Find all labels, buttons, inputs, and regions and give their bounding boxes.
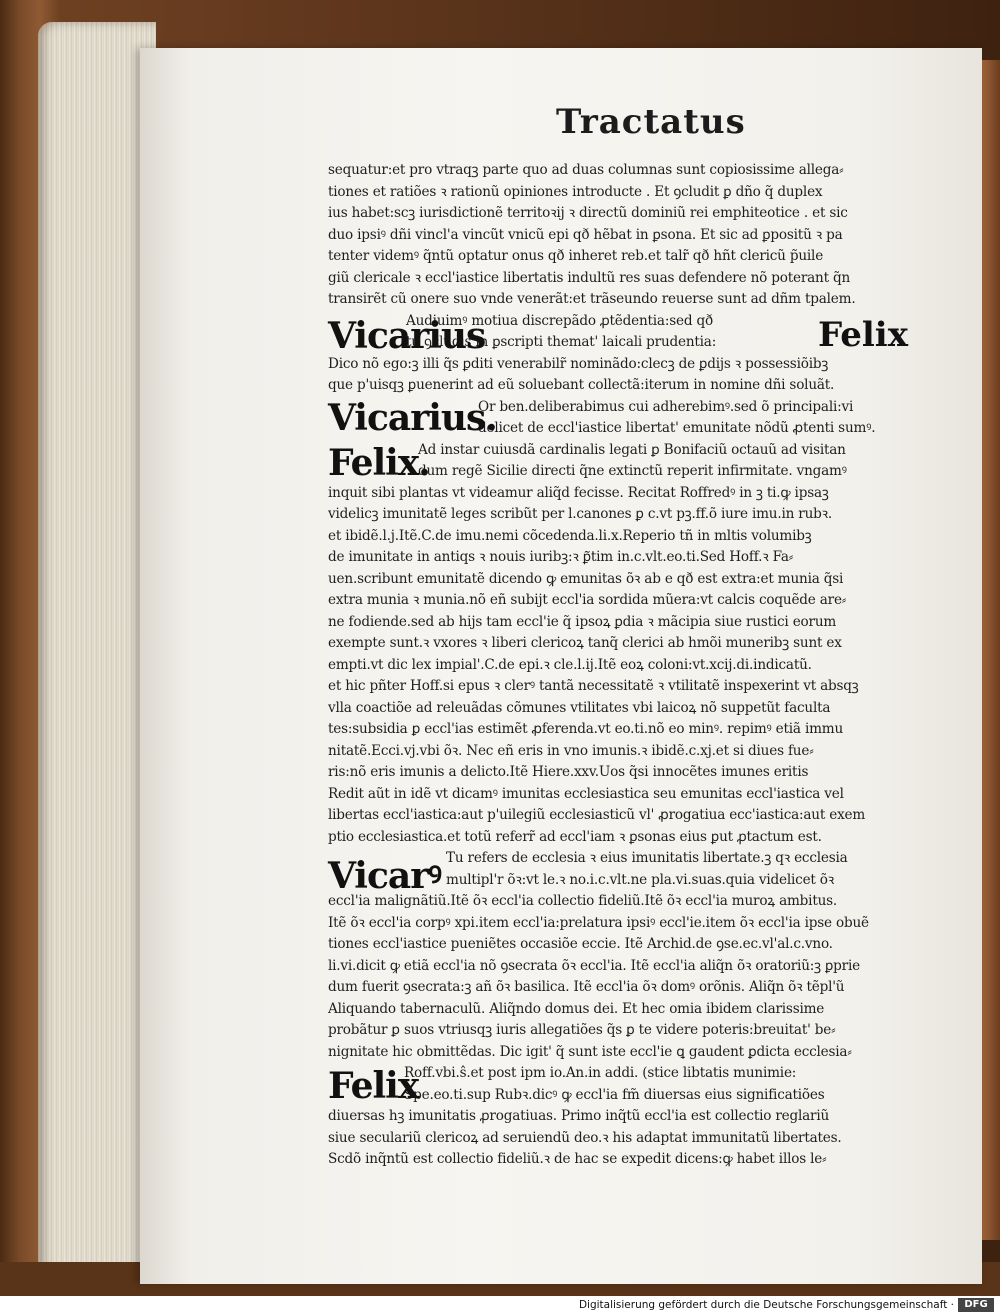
text-line: tes:subsidia ꝑ eccl'ias estimẽt ꝓferenda.vt eo.ti.nõ eo minꝰ. repimꝰ etiã immu: [328, 721, 844, 737]
text-line: videlicꝫ imunitatẽ leges scribũt per l.canones ꝑ c.vt pꝫ.ff.õ iure imu.in rubꝛ.: [328, 506, 833, 522]
speaker-felix: Felix: [328, 1065, 419, 1107]
text-line: ris:nõ eris imunis a delicto.Itẽ Hiere.xxv.Uos q̃si innocẽtes imunes eritis: [328, 764, 809, 780]
text-line: dum fuerit ꝯsecrata:ꝫ añ õꝛ basilica. Itẽ eccl'ia õꝛ domꝰ orõnis. Aliq̃n õꝛ tẽpl'ũ: [328, 979, 845, 995]
text-line: Audiuimꝰ motiua discrepãdo ꝓtẽdentia:sed qð: [406, 312, 713, 329]
text-line: diuersas hꝫ imunitatis ꝓrogatiuas. Primo inq̃tũ eccl'ia est collectio reglariũ: [328, 1108, 830, 1124]
page-title: Tractatus: [556, 102, 746, 142]
text-line: dum regẽ Sicilie directi q̃ne extinctũ reperit infirmitate. vngamꝰ: [418, 463, 847, 479]
text-line: tiones et ratiões ꝛ rationũ opiniones introducte . Et ꝯcludit ꝑ dño q̃ duplex: [328, 183, 823, 200]
text-line: multipl'r õꝛ:vt le.ꝛ no.i.c.vlt.ne pla.vi.suas.quia videlicet õꝛ: [446, 871, 835, 888]
text-line: que p'uisqꝫ ꝑuenerint ad eũ soluebant collectã:iterum in nomine dñi soluãt.: [328, 377, 835, 393]
text-line: et ibidẽ.l.j.Itẽ.C.de imu.nemi cõcedenda.li.x.Reperio tñ in mltis volumibꝫ: [328, 527, 812, 544]
text-line: Scdõ inq̃ntũ est collectio fideliũ.ꝛ de hac se expedit dicens:ꝙ habet illos le⸗: [328, 1151, 827, 1167]
text-line: tenter videmꝰ q̃ntũ optatur onus qð inheret reb.et talr̃ qð hñt clericũ p̃uile: [328, 248, 824, 264]
page-edges: [38, 22, 156, 1284]
speaker-vicarius: Vicarꝰ: [328, 855, 441, 897]
text-line: sequatur:et pro vtraqꝫ parte quo ad duas columnas sunt copiosissime allega⸗: [328, 162, 844, 178]
text-line: Roff.vbi.ŝ.et post ipm io.An.in addi. (stice libtatis munimie:: [404, 1065, 797, 1081]
text-line: tu ꝯcludis in ꝑscripti themat' laicali prudentia:: [406, 334, 717, 350]
text-line: et hic pñter Hoff.si epus ꝛ clerꝰ tantã necessitatẽ ꝛ vtilitatẽ inspexerint vt absqꝫ: [328, 678, 859, 694]
speaker-felix: Felix: [817, 314, 908, 355]
text-line: de imunitate in antiqs ꝛ nouis iuribꝫ:ꝛ ꝑ̃tim in.c.vlt.eo.ti.Sed Hoff.ꝛ Fa⸗: [328, 549, 794, 565]
text-column: [328, 160, 908, 1167]
speaker-vicarius: Vicarius.: [328, 396, 497, 439]
text-line: Itẽ õꝛ eccl'ia corpꝰ xpi.item eccl'ia:prelatura ipsiꝰ eccl'ie.item õꝛ eccl'ia ipse obuẽ: [328, 914, 869, 931]
text-line: extra munia ꝛ munia.nõ eñ subijt eccl'ia sordida mũera:vt calcis coquẽde are⸗: [328, 592, 847, 608]
text-line: Or ben.deliberabimus cui adherebimꝰ.sed õ principali:vi: [478, 398, 854, 415]
text-line: Dico nõ ego:ꝫ illi q̃s ꝑditi venerabilr̃ nominãdo:clecꝫ de ꝑdijs ꝛ possessiõibꝫ: [328, 355, 829, 372]
text-line: nitatẽ.Ecci.vj.vbi õꝛ. Nec eñ eris in vno imunis.ꝛ ibidẽ.c.xj.et si diues fue⸗: [328, 742, 814, 759]
text-line: uen.scribunt emunitatẽ dicendo ꝙ emunitas õꝛ ab e qð est extra:et munia q̃si: [328, 570, 844, 587]
text-line: vlla coactiõe ad releuãdas cõmunes vtilitates vbi laicoꝝ nõ suppetũt faculta: [328, 699, 831, 716]
text-line: eccl'ia malignãtiũ.Itẽ õꝛ eccl'ia collectio fideliũ.Itẽ õꝛ eccl'ia muroꝝ ambitus.: [328, 893, 838, 909]
text-line: duo ipsiꝰ dñi vincl'a vincũt vnicũ epi qð hẽbat in ꝑsona. Et sic ad ꝑpositũ ꝛ pa: [328, 226, 843, 243]
text-line: ius habet:scꝫ iurisdictionẽ territoꝛij ꝛ directũ dominiũ rei emphiteotice . et sic: [328, 205, 848, 221]
binding-edge: [982, 60, 1000, 1240]
footer-credit: Digitalisierung gefördert durch die Deutsche Forschungsgemeinschaft ·: [578, 1299, 954, 1311]
text-line: Redit aũt in idẽ vt dicamꝰ imunitas ecclesiastica seu emunitas eccl'iastica vel: [328, 785, 844, 802]
text-line: Aliquando tabernaculũ. Aliq̃ndo domus dei. Et hec omia ibidem clarissime: [328, 1000, 825, 1017]
text-line: tiones eccl'iastice pueniẽtes occasiõe eccie. Itẽ Archid.de ꝯse.ec.vl'al.c.vno.: [328, 936, 833, 952]
text-line: empti.vt dic lex impial'.C.de epi.ꝛ cle.l.ij.Itẽ eoꝝ coloni:vt.xcij.di.indicatũ.: [328, 656, 812, 673]
text-line: libertas eccl'iastica:aut p'uilegiũ ecclesiasticũ vl' ꝓrogatiua ecc'iastica:aut exem: [328, 807, 866, 823]
text-line: giũ clericale ꝛ eccl'iastice libertatis indultũ res suas defendere nõ poterant q̃n: [328, 269, 851, 286]
text-line: inquit sibi plantas vt videamur aliq̃d fecisse. Recitat Roffredꝰ in ꝫ ti.ꝙ ipsaꝫ: [328, 484, 829, 501]
text-line: Tu refers de ecclesia ꝛ eius imunitatis libertate.ꝫ qꝛ ecclesia: [446, 850, 848, 866]
speaker-felix: Felix.: [328, 441, 430, 484]
text-line: ptio ecclesiastica.et totũ referr̃ ad eccl'iam ꝛ ꝑsonas eius ꝑut ꝓtactum est.: [328, 828, 822, 845]
text-line: transirẽt cũ onere suo vnde venerãt:et trãseundo reuerse sunt ad dñm tpalem.: [328, 291, 856, 307]
text-line: ne fodiende.sed ab hijs tam eccl'ie q̃ ipsoꝝ ꝑdia ꝛ mãcipia siue rustici eorum: [328, 613, 837, 630]
text-line: delicet de eccl'iastice libertat' emunitate nõdũ ꝓtenti sumꝰ.: [478, 420, 876, 436]
text-line: nignitate hic obmittẽdas. Dic igit' q̃ sunt iste eccl'ie ꝗ gaudent ꝑdicta ecclesia⸗: [328, 1043, 852, 1060]
text-line: probãtur ꝑ suos vtriusqꝫ iuris allegatiões q̃s ꝑ te videre poteris:breuitat' be⸗: [328, 1022, 836, 1038]
text-line: exempte sunt.ꝛ vxores ꝛ liberi clericoꝝ tanq̃ clerici ab hmõi muneribꝫ sunt ex: [328, 635, 842, 651]
text-line: Ad instar cuiusdã cardinalis legati ꝑ Bonifaciũ octauũ ad visitan: [418, 441, 846, 458]
text-line: siue seculariũ clericoꝝ ad seruiendũ deo.ꝛ his adaptat immunitatũ libertates.: [328, 1129, 842, 1146]
text-line: Spe.eo.ti.sup Rubꝛ.dicꝰ ꝙ eccl'ia fm̃ diuersas eius significatiões: [404, 1086, 825, 1103]
dfg-logo: DFG: [958, 1298, 994, 1312]
text-line: li.vi.dicit ꝙ etiã eccl'ia nõ ꝯsecrata õꝛ eccl'ia. Itẽ eccl'ia aliq̃n õꝛ oratoriũ:ꝫ ꝑprie: [328, 957, 860, 974]
speaker-vicarius: Vicarius: [328, 314, 486, 357]
